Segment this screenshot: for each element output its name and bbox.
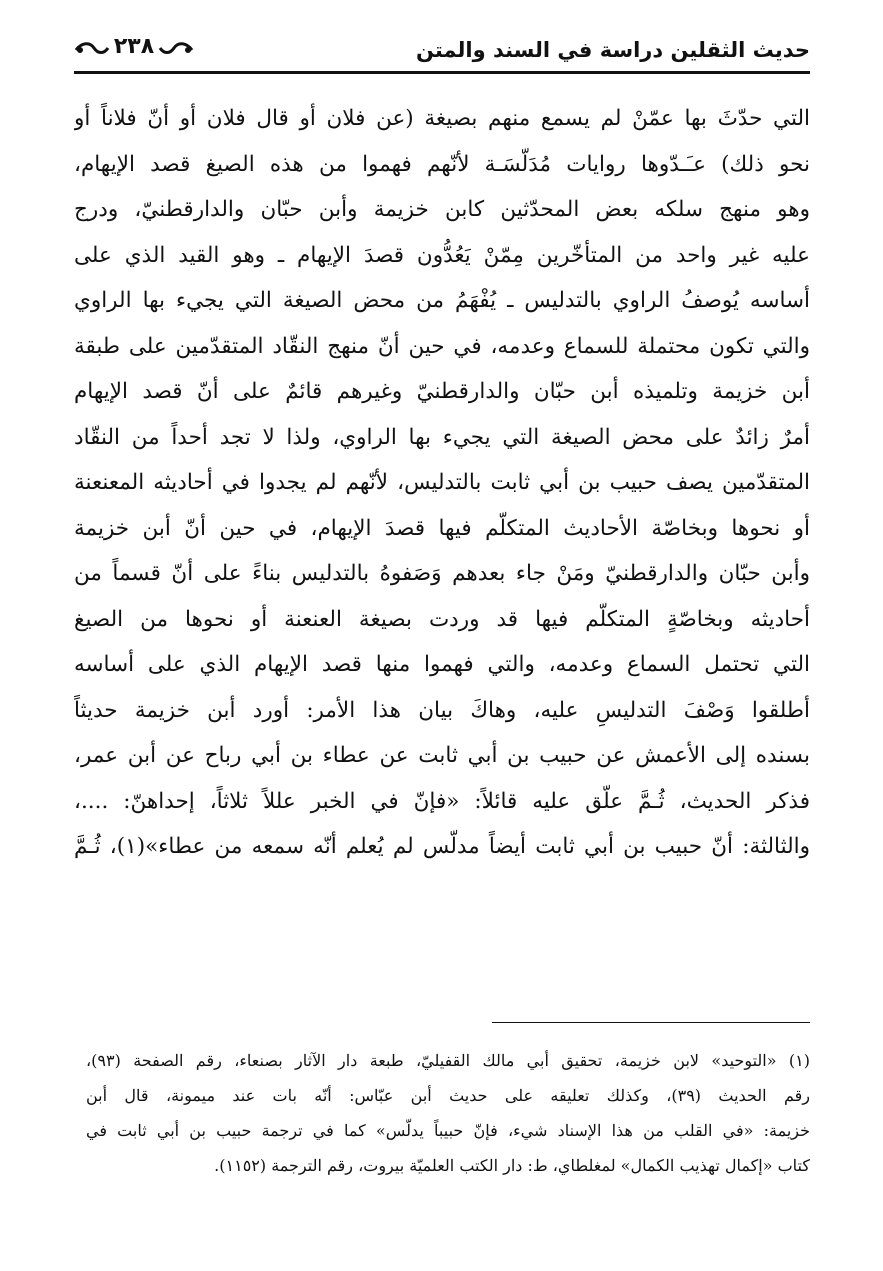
- text-line: أساسه يُوصفُ الراوي بالتدليس ـ يُفْهَمُ من محض الصيغة التي يجيء بها الراوي: [74, 288, 810, 313]
- main-text: [74, 96, 810, 870]
- page-header: [74, 30, 810, 74]
- text-line: عليه غير واحد من المتأخّرين مِمّنْ يَعُدُّون قصدَ الإيهام ـ وهو القيد الذي على: [74, 242, 810, 268]
- text-line: نحو ذلك) عـَـدّوها روايات مُدَلّسَـة لأنّهم فهموا من هذه الصيغ قصد الإيهام،: [74, 151, 810, 177]
- page-number: ٢٣٨: [113, 34, 155, 59]
- footnote-line: (١) «التوحيد» لابن خزيمة، تحقيق أبي مالك القفيليّ، طبعة دار الآثار بصنعاء، رقم الصفحة (٩٣)،: [86, 1051, 810, 1070]
- footnote-line: كتاب «إكمال تهذيب الكمال» لمغلطاي، ط: دار الكتب العلميّة بيروت، رقم الترجمة (١١٥٢).: [214, 1156, 810, 1175]
- footnote-line: خزيمة: «في القلب من هذا الإسناد شيء، فإنّ حبيباً يدلّس» كما في ترجمة حبيب بن أبي ثابت في: [86, 1121, 810, 1140]
- footnote-line: رقم الحديث (٣٩)، وكذلك تعليقه على حديث أبن عبّاس: أنّه بات عند ميمونة، قال أبن: [86, 1086, 810, 1105]
- page-number-ornament: [74, 32, 194, 66]
- text-line: وهو منهج سلكه بعض المحدّثين كابن خزيمة وأبن حبّان والدارقطنيّ، ودرج: [74, 197, 810, 222]
- header-rule: [74, 71, 810, 74]
- text-line: التي تحتمل السماع وعدمه، والتي فهموا منها قصد الإيهام الذي على أساسه: [74, 652, 810, 677]
- text-line: وأبن حبّان والدارقطنيّ ومَنْ جاء بعدهم وَصَفوهُ بالتدليس بناءً على أنّ قسماً من: [74, 561, 810, 586]
- text-line: أو نحوها وبخاصّة الأحاديث المتكلّم فيها قصدَ الإيهام، في حين أنّ أبن خزيمة: [74, 515, 810, 541]
- footnotes: [86, 1043, 810, 1183]
- text-line: أبن خزيمة وتلميذه أبن حبّان والدارقطنيّ وغيرهم قائمٌ على أنّ قصد الإيهام: [74, 379, 810, 404]
- running-title: حديث الثقلين دراسة في السند والمتن: [415, 38, 810, 62]
- text-line: أطلقوا وَصْفَ التدليسِ عليه، وهاكَ بيان هذا الأمر: أورد أبن خزيمة حديثاً: [74, 697, 810, 723]
- footnote-separator: [492, 1022, 810, 1023]
- text-line: أحاديثه وبخاصّةٍ المتكلّم فيها قد وردت بصيغة العنعنة أو نحوها من الصيغ: [74, 606, 810, 632]
- text-line: المتقدّمين يصف حبيب بن أبي ثابت بالتدليس، لأنّهم لم يجدوا في أحاديثه المعنعنة: [74, 470, 810, 495]
- text-line: التي حدّثَ بها عمّنْ لم يسمع منهم بصيغة (عن فلان أو قال فلان أو أنّ فلاناً أو: [74, 106, 810, 131]
- text-line: والتي تكون محتملة للسماع وعدمه، في حين أنّ منهج النقّاد المتقدّمين على طبقة: [74, 333, 810, 359]
- text-line: أمرٌ زائدٌ على محض الصيغة التي يجيء بها الراوي، ولذا لا تجد أحداً من النقّاد: [74, 424, 810, 450]
- text-line: فذكر الحديث، ثُـمَّ علّق عليه قائلاً: «فإنّ في الخبر عللاً ثلاثاً، إحداهنّ: ....،: [74, 788, 810, 814]
- text-line: والثالثة: أنّ حبيب بن أبي ثابت أيضاً مدلّس لم يُعلم أنّه سمعه من عطاء»(١)، ثُـمَّ: [74, 834, 810, 859]
- text-line: بسنده إلى الأعمش عن حبيب بن أبي ثابت عن عطاء بن أبي رباح عن أبن عمر،: [74, 743, 810, 768]
